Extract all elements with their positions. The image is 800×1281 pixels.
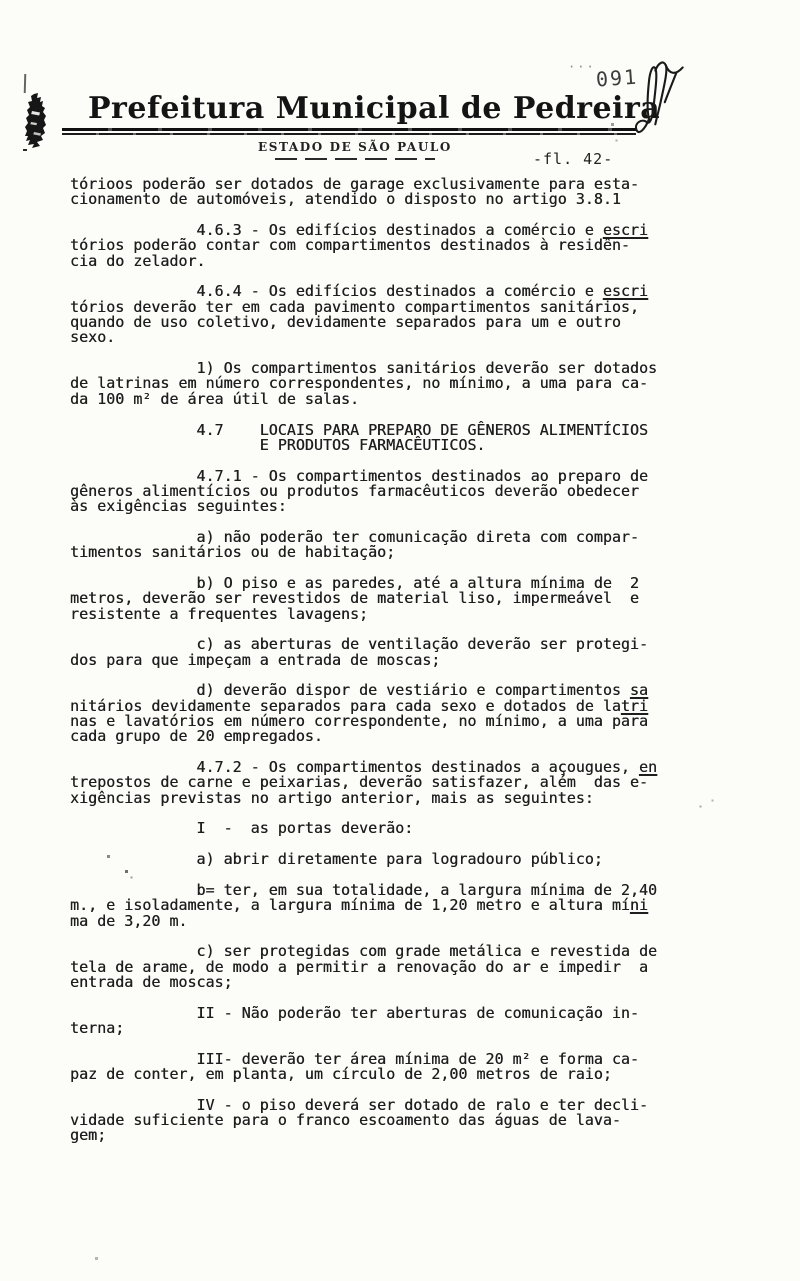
text-segment: metros, deverão ser revestidos de material liso, impermeável e — [70, 589, 639, 608]
text-segment: cia do zelador. — [70, 251, 206, 270]
underlined-syllable: escri — [602, 282, 648, 301]
text-line — [70, 1128, 770, 1143]
text-segment: E PRODUTOS FARMACÊUTICOS. — [70, 435, 486, 454]
text-segment: da 100 m² de área útil de salas. — [70, 389, 359, 408]
text-segment: c) ser protegidas com grade metálica e revestida de — [70, 942, 657, 961]
text-line — [70, 330, 770, 345]
text-line — [70, 911, 770, 930]
text-segment: tela de arame, de modo a permitir a renovação do ar e impedir a — [70, 957, 648, 976]
folio-number: -fl. 42- — [533, 150, 614, 168]
text-segment: tórios deverão ter em cada pavimento compartimentos sanitários, — [70, 297, 639, 316]
text-segment: dos para que impeçam a entrada de moscas; — [70, 650, 441, 669]
underlined-syllable: tri — [620, 696, 648, 715]
text-segment: terna; — [70, 1018, 125, 1037]
text-line — [70, 729, 770, 744]
text-segment: tórios poderão contar com compartimentos destinados à residên- — [70, 236, 630, 255]
text-segment: nitários devidamente separados para cada sexo e dotados de la — [70, 696, 621, 715]
underlined-syllable: en — [638, 758, 658, 777]
text-segment: vidade suficiente para o franco escoamento das águas de lava- — [70, 1110, 621, 1129]
text-segment: paz de conter, em planta, um círculo de 2,00 metros de raio; — [70, 1064, 612, 1083]
text-segment: às exigências seguintes: — [70, 497, 287, 516]
text-line — [70, 1018, 770, 1037]
document-title: Prefeitura Municipal de Pedreira — [88, 91, 661, 126]
text-segment: tórioos poderão ser dotados de garage exclusivamente para esta- — [70, 175, 639, 193]
text-line — [70, 499, 770, 514]
text-segment: resistente a frequentes lavagens; — [70, 604, 369, 623]
text-segment: 4.7 LOCAIS PARA PREPARO DE GÊNEROS ALIMENTÍCIOS — [70, 420, 648, 439]
text-line — [70, 650, 770, 669]
municipal-crest-icon — [22, 92, 50, 152]
text-line — [70, 821, 770, 836]
underlined-syllable: sa — [629, 681, 648, 700]
text-segment: I - as portas deverão: — [70, 819, 414, 838]
text-line — [70, 1064, 770, 1083]
subtitle-rule — [275, 158, 435, 160]
text-segment: 4.7.1 - Os compartimentos destinados ao preparo de — [70, 466, 648, 485]
text-segment: b= ter, em sua totalidade, a largura mínima de 2,40 — [70, 880, 657, 899]
title-double-rule-top — [62, 128, 636, 131]
scan-specks — [0, 0, 1, 1]
text-segment: 4.6.4 - Os edifícios destinados a comércio e — [70, 282, 603, 301]
text-line — [70, 251, 770, 270]
text-line — [70, 852, 770, 867]
underlined-syllable: ni — [629, 896, 648, 915]
text-segment: a) abrir diretamente para logradouro público; — [70, 850, 603, 869]
text-segment: 4.7.2 - Os compartimentos destinados a açougues, — [70, 758, 639, 777]
text-segment: cada grupo de 20 empregados. — [70, 727, 323, 746]
text-segment: xigências previstas no artigo anterior, mais as seguintes: — [70, 788, 594, 807]
text-line — [70, 435, 770, 454]
document-body — [70, 177, 770, 1144]
text-segment: timentos sanitários ou de habitação; — [70, 543, 396, 562]
text-segment: m., e isoladamente, a largura mínima de 1,20 metro e altura mí — [70, 896, 630, 915]
text-segment: IV - o piso deverá ser dotado de ralo e ter decli- — [70, 1095, 648, 1114]
text-segment: gem; — [70, 1126, 107, 1145]
text-segment: c) as aberturas de ventilação deverão ser protegi- — [70, 635, 648, 654]
text-segment: II - Não poderão ter aberturas de comunicação in- — [70, 1003, 639, 1022]
text-segment: 4.6.3 - Os edifícios destinados a comércio e — [70, 221, 603, 240]
text-segment: d) deverão dispor de vestiário e compartimentos — [70, 681, 630, 700]
text-segment: nas e lavatórios em número correspondente, no mínimo, a uma para — [70, 712, 648, 731]
text-segment: de latrinas em número correspondentes, no mínimo, a uma para ca- — [70, 374, 648, 393]
text-line — [70, 972, 770, 991]
text-line — [70, 545, 770, 560]
text-segment: entrada de moscas; — [70, 972, 233, 991]
text-segment: b) O piso e as paredes, até a altura mínima de 2 — [70, 573, 639, 592]
scan-artifact-dots: ··· — [568, 60, 596, 74]
text-segment: III- deverão ter área mínima de 20 m² e forma ca- — [70, 1049, 639, 1068]
text-line — [70, 604, 770, 623]
title-double-rule-bottom — [62, 133, 636, 135]
text-segment: 1) Os compartimentos sanitários deverão ser dotados — [70, 359, 657, 378]
text-line — [70, 788, 770, 807]
text-segment: sexo. — [70, 328, 116, 347]
text-line — [70, 389, 770, 408]
text-segment: cionamento de automóveis, atendido o disposto no artigo 3.8.1 — [70, 190, 621, 209]
text-segment: a) não poderão ter comunicação direta com compar- — [70, 527, 639, 546]
text-segment: gêneros alimentícios ou produtos farmacêuticos deverão obedecer — [70, 481, 639, 500]
text-line — [70, 1003, 770, 1022]
underlined-syllable: escri — [602, 221, 648, 240]
handwritten-signature-icon — [630, 58, 688, 158]
document-subtitle: ESTADO DE SÃO PAULO — [258, 140, 452, 154]
text-segment: trepostos de carne e peixarias, deverão satisfazer, além das e- — [70, 773, 648, 792]
text-segment: ma de 3,20 m. — [70, 911, 188, 930]
scan-artifact-line — [24, 74, 26, 93]
text-line — [70, 315, 770, 330]
text-line — [70, 1110, 770, 1129]
text-segment: quando de uso coletivo, devidamente separados para um e outro — [70, 313, 621, 332]
text-line — [70, 192, 770, 207]
page-stamp-number: 091 — [595, 64, 639, 92]
